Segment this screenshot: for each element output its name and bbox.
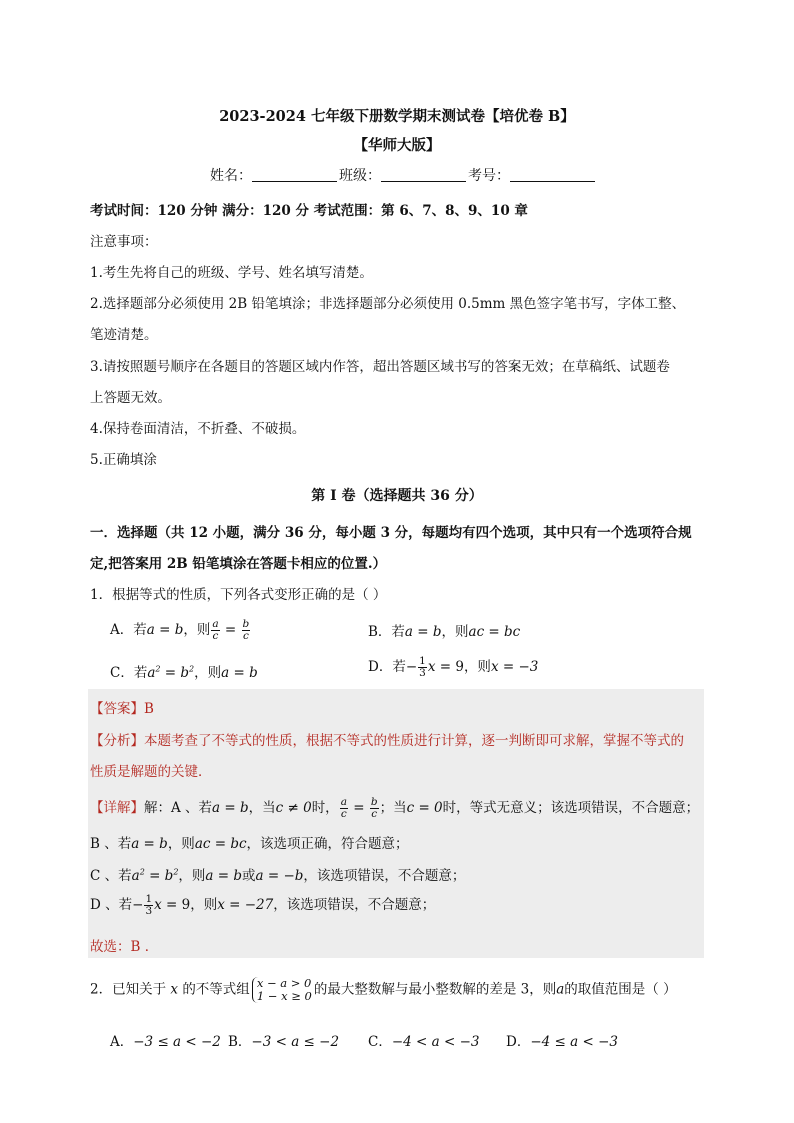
answer-line bbox=[90, 697, 154, 717]
detail-a-text4: ；当 bbox=[379, 800, 407, 816]
note-5: 5.正确填涂 bbox=[90, 452, 157, 468]
q2-inequality-2: 1 − x ≥ 0 bbox=[256, 989, 312, 1003]
section-instruction-a: 一．选择题（共 12 小题，满分 36 分，每小题 3 分，每题均有四个选项，其中只有一个选项符合规 bbox=[90, 525, 692, 541]
q1-a-prefix: A．若 bbox=[110, 622, 147, 638]
detail-line-d: D 、若− $\frac{1}{3}$ x = 9，则x = −27，该选项错误，不合题意； bbox=[90, 893, 436, 917]
q1-b-condition: a = b bbox=[404, 624, 442, 640]
answer-value: B bbox=[144, 701, 154, 717]
detail-a-text1: 解：A 、若 bbox=[144, 800, 213, 816]
q1-a-fraction-left: $\frac{a}{c}$ bbox=[212, 618, 219, 642]
q2-a-value: −3 ≤ a < −2 bbox=[133, 1034, 221, 1050]
detail-c-text4: ，该选项错误，不合题意； bbox=[303, 868, 466, 884]
detail-c-text2: ，则 bbox=[178, 868, 206, 884]
detail-a-cond: a = b bbox=[212, 800, 249, 816]
q2-c-label: C． bbox=[368, 1034, 392, 1050]
q1-c-condition: $a^2 = b^2$ bbox=[147, 664, 195, 681]
exam-info: 考试时间：120 分钟 满分：120 分 考试范围：第 6、7、8、9、10 章 bbox=[90, 203, 528, 219]
detail-c-res1: a = b bbox=[205, 868, 243, 884]
detail-b-text1: B 、若 bbox=[90, 836, 132, 852]
section-instruction-b: 定,把答案用 2B 铅笔填涂在答题卡相应的位置.） bbox=[90, 556, 387, 572]
q1-d-fraction: $\frac{1}{3}$ bbox=[419, 655, 426, 679]
detail-tag: 【详解】 bbox=[90, 800, 144, 816]
q2-stem bbox=[90, 977, 677, 1003]
analysis-text-b: 性质是解题的关键． bbox=[90, 764, 212, 780]
detail-c-text3: 或 bbox=[242, 868, 256, 884]
q2-option-b[interactable] bbox=[228, 1030, 339, 1050]
q1-d-then: ，则 bbox=[463, 659, 491, 675]
q1-b-prefix: B．若 bbox=[368, 624, 405, 640]
note-4: 4.保持卷面清洁，不折叠、不破损。 bbox=[90, 421, 306, 437]
q2-c-value: −4 < a < −3 bbox=[391, 1034, 480, 1050]
q2-inequality-1: x − a > 0 bbox=[256, 976, 312, 990]
q1-a-then: ，则 bbox=[183, 622, 211, 638]
answer-tag: 【答案】 bbox=[90, 701, 144, 717]
detail-b-cond: a = b bbox=[131, 836, 168, 852]
note-3a: 3.请按照题号顺序在各题目的答题区域内作答，超出答题区域书写的答案无效；在草稿纸、试题卷 bbox=[90, 359, 670, 375]
detail-d-fraction: $\frac{1}{3}$ bbox=[145, 893, 153, 917]
q2-option-a[interactable] bbox=[110, 1030, 221, 1050]
name-label: 姓名： bbox=[210, 168, 252, 184]
q1-a-condition: a = b bbox=[146, 622, 184, 638]
detail-a-text2: ，当 bbox=[248, 800, 276, 816]
q1-stem: 1．根据等式的性质，下列各式变形正确的是（ ） bbox=[90, 587, 387, 603]
detail-line-c bbox=[90, 864, 465, 884]
q2-d-value: −4 ≤ a < −3 bbox=[530, 1034, 618, 1050]
q1-option-a[interactable]: A．若a = b，则 $\frac{a}{c}$ = $\frac{b}{c}$ bbox=[110, 618, 250, 642]
detail-d-text3: ，该选项错误，不合题意； bbox=[273, 897, 436, 913]
name-blank[interactable] bbox=[252, 167, 337, 182]
analysis-line-a bbox=[90, 729, 684, 749]
q1-b-result: ac = bc bbox=[468, 624, 521, 640]
class-label: 班级： bbox=[339, 168, 381, 184]
exam-no-label: 考号： bbox=[468, 168, 510, 184]
notes-heading: 注意事项： bbox=[90, 234, 158, 250]
note-1: 1.考生先将自己的班级、学号、姓名填写清楚。 bbox=[90, 265, 373, 281]
detail-b-text2: ，则 bbox=[167, 836, 195, 852]
q2-d-label: D． bbox=[506, 1034, 531, 1050]
q2-b-value: −3 < a ≤ −2 bbox=[251, 1034, 340, 1050]
detail-b-res: ac = bc bbox=[194, 836, 247, 852]
note-2a: 2.选择题部分必须使用 2B 铅笔填涂；非选择题部分必须使用 0.5mm 黑色签字笔书写，字体工整、 bbox=[90, 296, 686, 312]
q1-d-result: x = −3 bbox=[490, 659, 539, 675]
detail-line-a: 【详解】解：A 、若a = b，当c ≠ 0时， $\frac{a}{c}$ = $\frac{b}{c}$ ；当c = 0时，等式无意义；该选项错误，不合题意； bbox=[90, 796, 700, 820]
detail-d-text2: ，则 bbox=[190, 897, 218, 913]
q1-option-c[interactable] bbox=[110, 661, 258, 681]
q2-stem-d: 的取值范围是（ ） bbox=[564, 981, 677, 998]
exam-edition: 【华师大版】 bbox=[353, 137, 441, 154]
q2-option-d[interactable] bbox=[506, 1030, 618, 1050]
exam-no-blank[interactable] bbox=[510, 167, 595, 182]
q2-stem-a: 2．已知关于 bbox=[90, 981, 167, 998]
q2-inequality-system bbox=[252, 977, 312, 1003]
q1-a-fraction-right: $\frac{b}{c}$ bbox=[242, 618, 250, 642]
q2-stem-b: 的不等式组 bbox=[182, 981, 250, 998]
section-title: 第 I 卷（选择题共 36 分） bbox=[311, 488, 483, 504]
detail-a-text3: 时， bbox=[311, 800, 339, 816]
analysis-tag: 【分析】 bbox=[90, 733, 144, 749]
detail-c-text1: C 、若 bbox=[90, 868, 132, 884]
detail-d-text1: D 、若 bbox=[90, 897, 133, 913]
class-blank[interactable] bbox=[381, 167, 466, 182]
detail-c-res2: a = −b bbox=[255, 868, 304, 884]
q2-var-x: x bbox=[170, 981, 179, 998]
q2-a-label: A． bbox=[110, 1034, 134, 1050]
detail-a-text5: 时，等式无意义；该选项错误，不合题意； bbox=[442, 800, 700, 816]
q2-option-c[interactable] bbox=[368, 1030, 479, 1050]
q1-c-then: ，则 bbox=[194, 665, 222, 681]
answer-conclusion: 故选：B ． bbox=[90, 939, 159, 955]
detail-line-b bbox=[90, 832, 409, 852]
detail-a-fraction-left: $\frac{a}{c}$ bbox=[340, 796, 347, 820]
detail-a-c-nonzero: c ≠ 0 bbox=[275, 800, 312, 816]
q2-stem-c: 的最大整数解与最小整数解的差是 3，则 bbox=[313, 981, 557, 998]
q1-c-prefix: C．若 bbox=[110, 665, 148, 681]
detail-b-text3: ，该选项正确，符合题意； bbox=[246, 836, 409, 852]
q1-option-b[interactable] bbox=[368, 620, 520, 640]
detail-a-fraction-right: $\frac{b}{c}$ bbox=[370, 796, 378, 820]
q1-d-prefix: D．若 bbox=[368, 659, 406, 675]
q2-b-label: B． bbox=[228, 1034, 252, 1050]
note-3b: 上答题无效。 bbox=[90, 390, 171, 406]
analysis-text-a: 本题考查了不等式的性质，根据不等式的性质进行计算，逐一判断即可求解，掌握不等式的 bbox=[144, 733, 684, 749]
q2-var-a: a bbox=[556, 981, 565, 998]
q1-c-result: a = b bbox=[221, 665, 258, 681]
q1-option-d[interactable]: D．若− $\frac{1}{3}$ x = 9，则x = −3 bbox=[368, 655, 539, 679]
note-2b: 笔迹清楚。 bbox=[90, 327, 158, 343]
detail-c-cond: $a^2 = b^2$ bbox=[131, 867, 179, 884]
detail-d-res: x = −27 bbox=[217, 897, 274, 913]
q1-b-then: ，则 bbox=[441, 624, 469, 640]
exam-title: 2023-2024 七年级下册数学期末测试卷【培优卷 B】 bbox=[219, 108, 575, 125]
student-info-row bbox=[210, 165, 597, 185]
detail-a-c-zero: c = 0 bbox=[406, 800, 443, 816]
